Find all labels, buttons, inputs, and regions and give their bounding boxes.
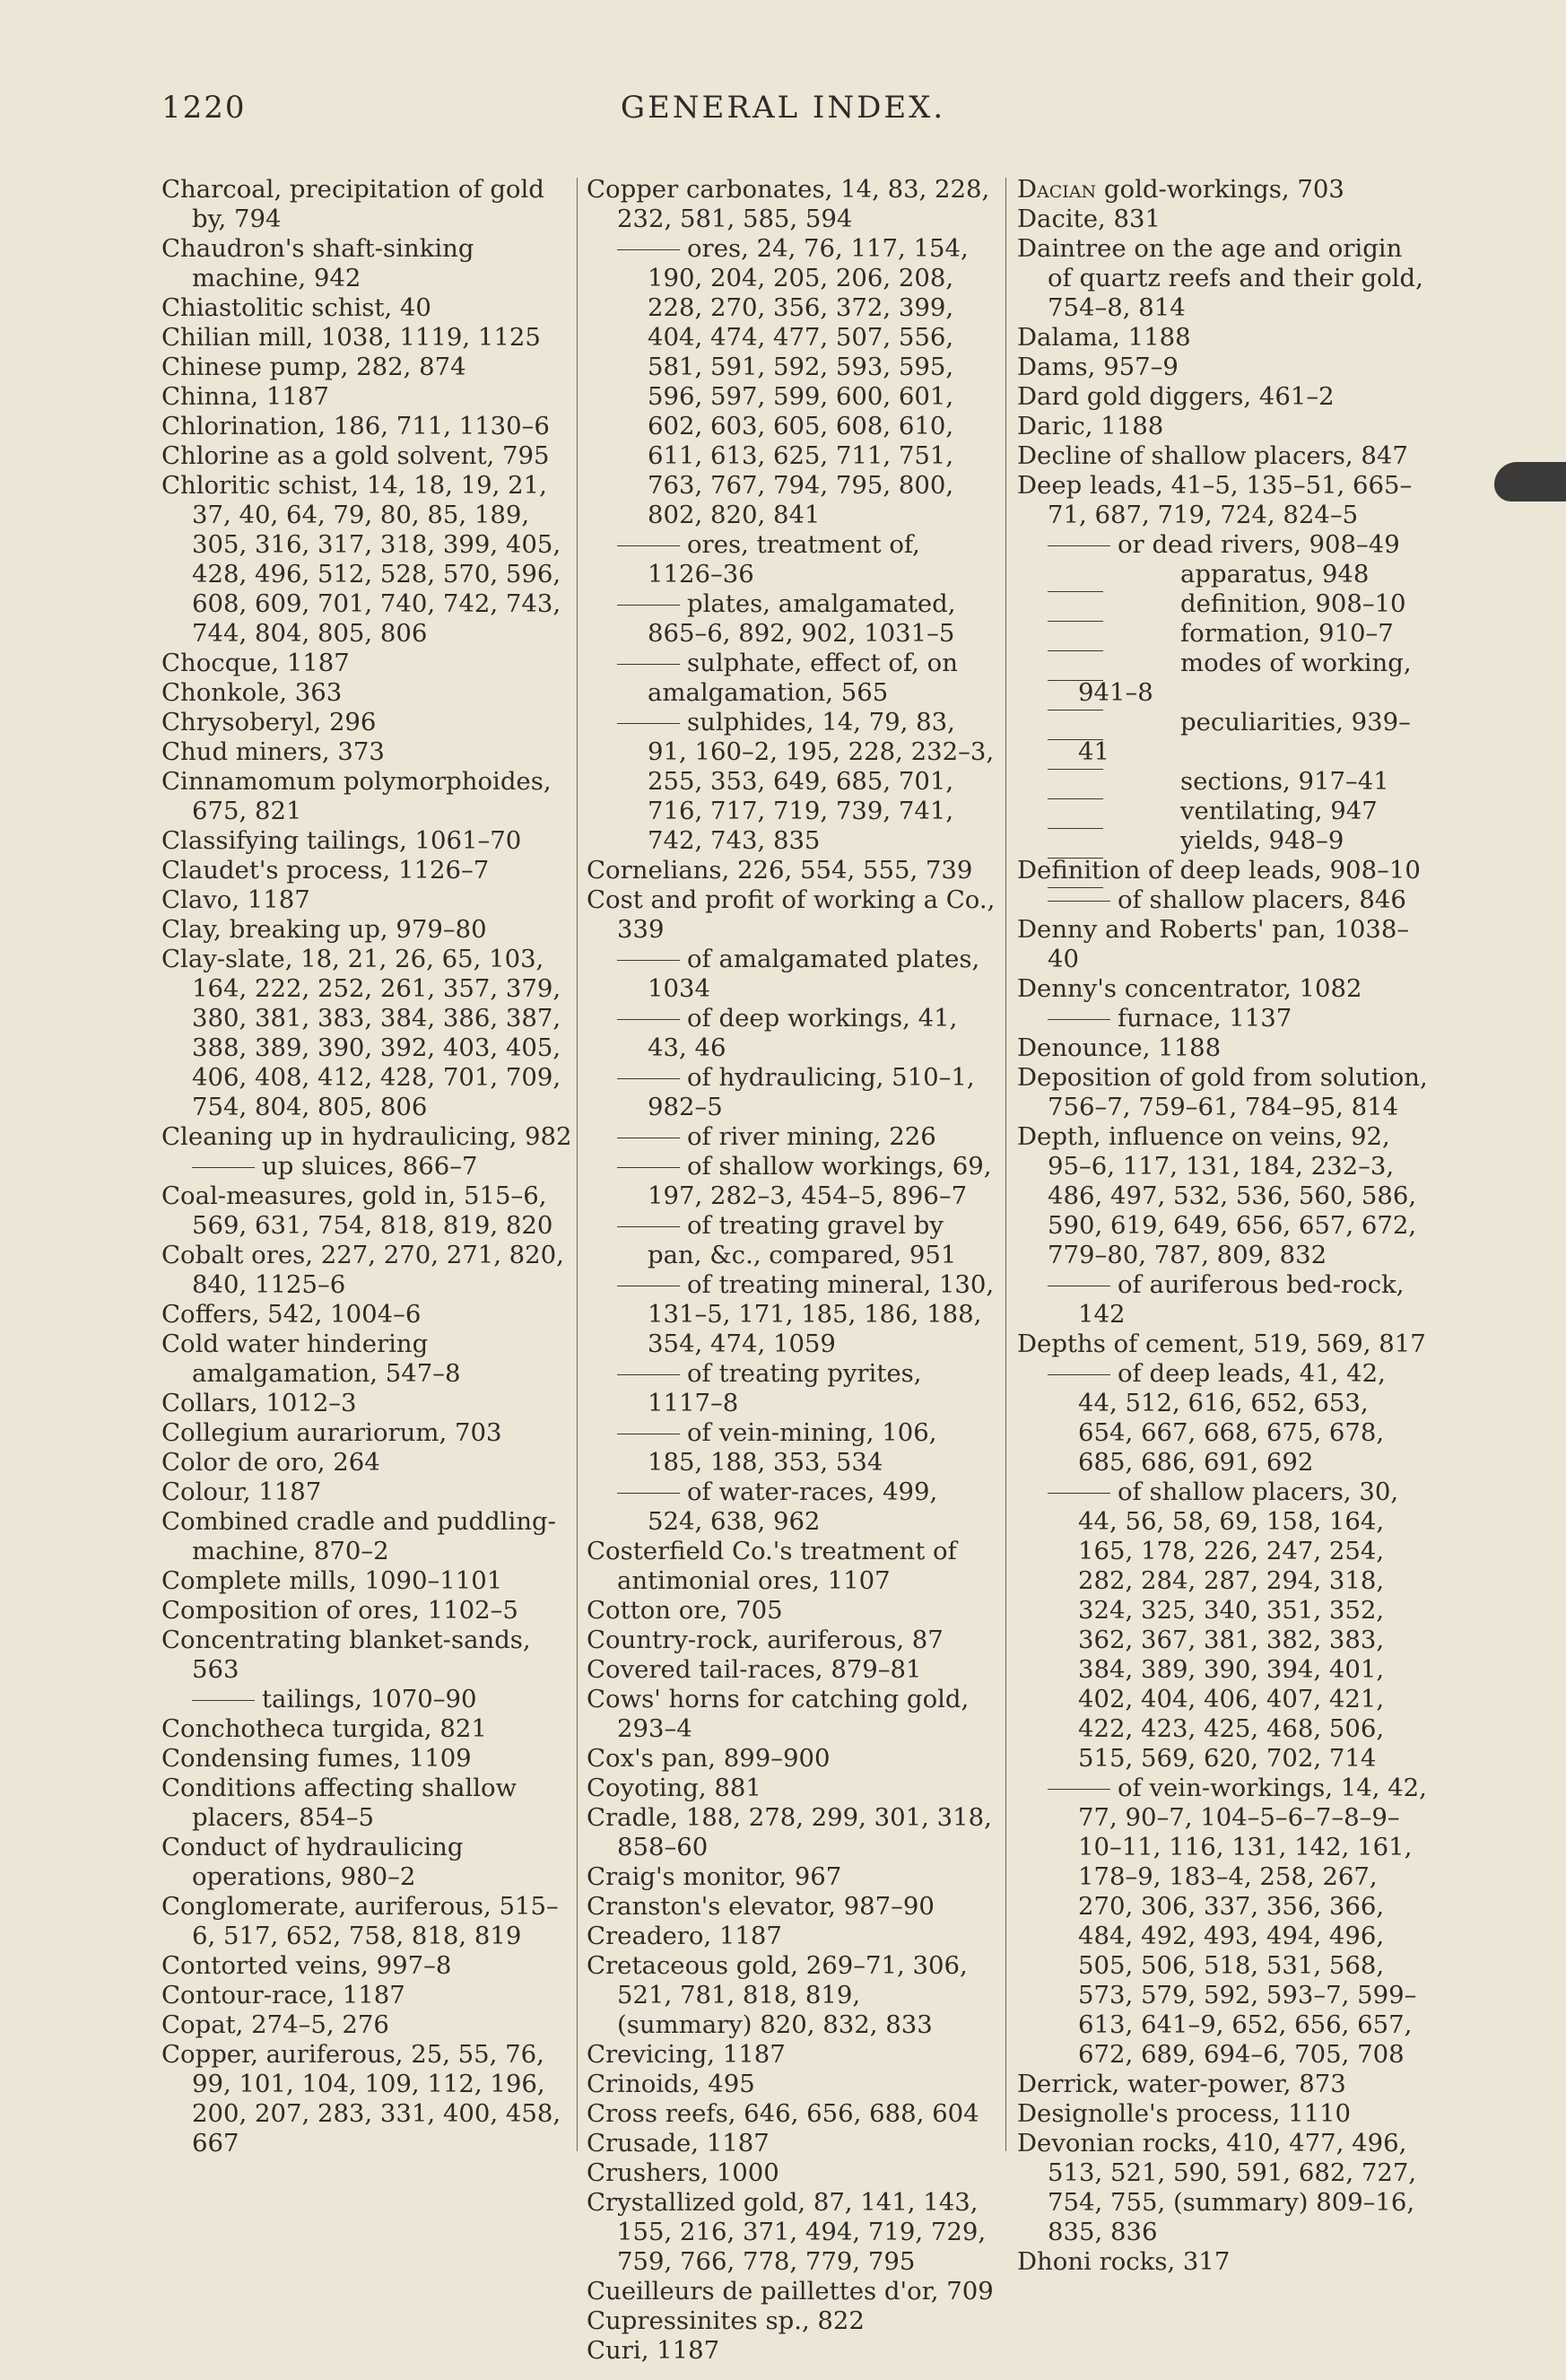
index-entry bbox=[161, 1714, 574, 1744]
index-entry-text: or dead rivers, 908–49 bbox=[1118, 530, 1400, 559]
index-column-2 bbox=[587, 175, 999, 2366]
index-entry-text: Crushers, 1000 bbox=[587, 2158, 779, 2187]
index-entry-text: furnace, 1137 bbox=[1118, 1004, 1292, 1033]
index-entry-text: of shallow placers, 30, 44, 56, 58, 69, 158, 164, 165, 178, 226, 247, 254, 282, 284, 287, 294, 318, 324, 325, 340, 351, 352, 362, 367, 381, 382, 383, 384, 389, 390, 394, 401, 402, 404, 406, 407, 421, 422, 423, 425, 468, 506, 515, 569, 620, 702, 714 bbox=[1078, 1478, 1399, 1773]
index-entry-text: Dard gold diggers, 461–2 bbox=[1017, 382, 1335, 411]
ditto-dash bbox=[617, 1167, 680, 1168]
index-entry bbox=[161, 234, 574, 293]
index-entry bbox=[161, 649, 574, 678]
index-entry-text: Contour-race, 1187 bbox=[161, 1981, 405, 2009]
index-entry-text: ores, 24, 76, 117, 154, 190, 204, 205, 206, 208, 228, 270, 356, 372, 399, 404, 474, 477, 507, 556, 581, 591, 592, 593, 595, 596, 597, 599, 600, 601, 602, 603, 605, 608, 610, 611, 613, 625, 711, 751, 763, 767, 794, 795, 800, 802, 820, 841 bbox=[648, 234, 969, 529]
index-entry bbox=[1017, 441, 1430, 471]
index-entry bbox=[161, 353, 574, 382]
index-entry-text: Cross reefs, 646, 656, 688, 604 bbox=[587, 2099, 979, 2128]
index-entry-text: Copper carbonates, 14, 83, 228, 232, 581, 585, 594 bbox=[587, 175, 990, 233]
index-entry bbox=[161, 1181, 574, 1241]
index-entry-text: Chloritic schist, 14, 18, 19, 21, 37, 40, 64, 79, 80, 85, 189, 305, 316, 317, 318, 399, 405, 428, 496, 512, 528, 570, 596, 608, 609, 701, 740, 742, 743, 744, 804, 805, 806 bbox=[161, 471, 561, 648]
index-entry-text: Chinese pump, 282, 874 bbox=[161, 353, 466, 381]
index-entry bbox=[161, 1833, 574, 1892]
ditto-dash bbox=[617, 723, 680, 724]
index-entry bbox=[1017, 382, 1430, 412]
ditto-dash bbox=[1048, 901, 1110, 902]
index-entry-text: Cobalt ores, 227, 270, 271, 820, 840, 1125–6 bbox=[161, 1241, 564, 1299]
column-rule bbox=[577, 178, 578, 2151]
index-entry-text: of deep leads, 41, 42, 44, 512, 616, 652, 653, 654, 667, 668, 675, 678, 685, 686, 691, 692 bbox=[1078, 1359, 1386, 1477]
index-entry-text: Charcoal, precipitation of gold by, 794 bbox=[161, 175, 544, 233]
index-entry bbox=[161, 1981, 574, 2010]
ditto-dash bbox=[617, 545, 680, 546]
index-entry-text: Collegium aurariorum, 703 bbox=[161, 1418, 502, 1447]
index-entry-text: Chocque, 1187 bbox=[161, 649, 350, 677]
index-entry bbox=[161, 1892, 574, 1951]
ditto-dash bbox=[617, 249, 680, 250]
index-entry-text: Derrick, water-power, 873 bbox=[1017, 2070, 1346, 2098]
ditto-dash bbox=[617, 960, 680, 961]
index-entry-text: Conglomerate, auriferous, 515–6, 517, 652, 758, 818, 819 bbox=[161, 1892, 559, 1950]
page-edge-mark bbox=[1494, 462, 1566, 501]
index-entry-text: Complete mills, 1090–1101 bbox=[161, 1566, 503, 1595]
index-entry bbox=[1017, 974, 1430, 1004]
index-entry bbox=[587, 1951, 999, 2040]
index-entry bbox=[587, 708, 999, 856]
index-entry-text: sulphate, effect of, on amalgamation, 565 bbox=[648, 649, 958, 707]
index-entry-text: Classifying tailings, 1061–70 bbox=[161, 826, 522, 855]
index-entry bbox=[161, 737, 574, 767]
ditto-dash bbox=[192, 1167, 255, 1168]
index-entry bbox=[587, 1922, 999, 1951]
index-entry bbox=[587, 234, 999, 530]
index-entry-text: Condensing fumes, 1109 bbox=[161, 1744, 472, 1773]
index-entry bbox=[1017, 530, 1430, 560]
index-entry-text: Chlorination, 186, 711, 1130–6 bbox=[161, 412, 550, 440]
index-entry-text: Conduct of hydraulicing operations, 980–2 bbox=[161, 1833, 464, 1891]
index-entry-text: Crevicing, 1187 bbox=[587, 2040, 786, 2069]
index-entry-text: Cupressinites sp., 822 bbox=[587, 2306, 865, 2335]
index-entry-text: ores, treatment of, 1126–36 bbox=[648, 530, 920, 588]
index-entry-text: Dams, 957–9 bbox=[1017, 353, 1179, 381]
ditto-dash bbox=[617, 1078, 680, 1079]
index-entry-text: Chiastolitic schist, 40 bbox=[161, 293, 431, 322]
index-entry-text: Curi, 1187 bbox=[587, 2336, 720, 2365]
index-entry bbox=[161, 708, 574, 737]
index-entry bbox=[161, 175, 574, 234]
index-entry bbox=[161, 678, 574, 708]
ditto-dash bbox=[617, 1493, 680, 1494]
index-entry-text: tailings, 1070–90 bbox=[262, 1685, 477, 1713]
ditto-dash bbox=[617, 1226, 680, 1227]
index-entry bbox=[587, 589, 999, 649]
index-entry bbox=[161, 1951, 574, 1981]
index-entry bbox=[587, 1063, 999, 1122]
index-entry-text: apparatus, 948 bbox=[1180, 560, 1370, 588]
index-entry-text: Dacian gold-workings, 703 bbox=[1017, 175, 1344, 204]
index-entry bbox=[587, 856, 999, 885]
index-entry-text: Coyoting, 881 bbox=[587, 1774, 761, 1802]
index-entry-text: Designolle's process, 1110 bbox=[1017, 2099, 1352, 2128]
index-entry-text: Collars, 1012–3 bbox=[161, 1389, 357, 1417]
index-entry bbox=[1017, 885, 1430, 915]
index-entry-text: Definition of deep leads, 908–10 bbox=[1017, 856, 1421, 885]
index-entry-text: of hydraulicing, 510–1, 982–5 bbox=[648, 1063, 975, 1121]
index-entry-text: Dhoni rocks, 317 bbox=[1017, 2247, 1231, 2276]
ditto-dash bbox=[617, 664, 680, 665]
index-entry-text: Crusade, 1187 bbox=[587, 2129, 770, 2158]
page-title: GENERAL INDEX. bbox=[620, 90, 946, 126]
index-entry-text: of treating mineral, 130, 131–5, 171, 185, 186, 188, 354, 474, 1059 bbox=[648, 1270, 995, 1358]
index-entry bbox=[587, 2129, 999, 2158]
index-entry bbox=[1017, 2099, 1430, 2129]
index-entry-text: yields, 948–9 bbox=[1180, 826, 1344, 855]
index-entry bbox=[1017, 856, 1430, 885]
index-entry-text: Dalama, 1188 bbox=[1017, 323, 1191, 352]
page-header bbox=[0, 90, 1566, 144]
index-entry bbox=[587, 530, 999, 589]
index-entry-text: peculiarities, 939–41 bbox=[1078, 708, 1411, 766]
index-entry-text: of auriferous bed-rock, 142 bbox=[1078, 1270, 1405, 1329]
index-entry-text: Conditions affecting shallow placers, 854–5 bbox=[161, 1774, 518, 1832]
index-entry-text: modes of working, 941–8 bbox=[1078, 649, 1412, 707]
index-entry bbox=[587, 2040, 999, 2070]
index-entry-text: of shallow workings, 69, 197, 282–3, 454–5, 896–7 bbox=[648, 1152, 992, 1210]
index-entry-text: Denounce, 1188 bbox=[1017, 1033, 1222, 1062]
index-entry-text: Copper, auriferous, 25, 55, 76, 99, 101, 104, 109, 112, 196, 200, 207, 283, 331, 400, 458, 667 bbox=[161, 2040, 561, 2158]
index-entry-text: sections, 917–41 bbox=[1180, 767, 1389, 796]
index-column-3 bbox=[1017, 175, 1430, 2277]
index-entry bbox=[161, 767, 574, 826]
index-entry bbox=[1017, 619, 1430, 649]
index-entry-text: Crystallized gold, 87, 141, 143, 155, 216, 371, 494, 719, 729, 759, 766, 778, 779, 795 bbox=[587, 2188, 987, 2276]
index-entry-text: Deep leads, 41–5, 135–51, 665–71, 687, 719, 724, 824–5 bbox=[1017, 471, 1413, 529]
index-entry bbox=[587, 1152, 999, 1211]
index-entry-text: Coffers, 542, 1004–6 bbox=[161, 1300, 422, 1329]
index-entry bbox=[587, 1596, 999, 1626]
index-entry bbox=[587, 1626, 999, 1655]
index-entry bbox=[161, 1152, 574, 1181]
ditto-dash bbox=[1048, 1493, 1110, 1494]
index-entry-text: Daintree on the age and origin of quartz reefs and their gold, 754–8, 814 bbox=[1017, 234, 1423, 322]
index-entry bbox=[1017, 649, 1430, 708]
index-entry bbox=[1017, 2247, 1430, 2277]
index-entry bbox=[587, 1418, 999, 1478]
index-entry bbox=[161, 945, 574, 1122]
index-entry bbox=[1017, 2129, 1430, 2247]
index-entry-text: Country-rock, auriferous, 87 bbox=[587, 1626, 944, 1654]
index-entry-text: Concentrating blanket-sands, 563 bbox=[161, 1626, 531, 1684]
index-entry-text: Denny's concentrator, 1082 bbox=[1017, 974, 1362, 1003]
index-entry-text: Costerfield Co.'s treatment of antimonial ores, 1107 bbox=[587, 1537, 957, 1595]
index-entry bbox=[161, 1685, 574, 1714]
index-entry-text: Chinna, 1187 bbox=[161, 382, 329, 411]
index-entry bbox=[161, 1478, 574, 1507]
index-entry bbox=[1017, 1063, 1430, 1122]
index-entry bbox=[161, 826, 574, 856]
index-entry-text: Colour, 1187 bbox=[161, 1478, 322, 1506]
index-entry-text: Clavo, 1187 bbox=[161, 885, 310, 914]
index-entry bbox=[161, 1300, 574, 1329]
index-entry bbox=[161, 2010, 574, 2040]
index-entry-text: Contorted veins, 997–8 bbox=[161, 1951, 452, 1980]
index-entry-text: up sluices, 866–7 bbox=[262, 1152, 478, 1181]
index-entry bbox=[587, 175, 999, 234]
index-entry-text: Cornelians, 226, 554, 555, 739 bbox=[587, 856, 973, 885]
index-entry bbox=[587, 1211, 999, 1270]
index-entry-text: of treating gravel by pan, &c., compared, 951 bbox=[648, 1211, 957, 1269]
index-entry-text: definition, 908–10 bbox=[1180, 589, 1406, 618]
index-entry-text: Devonian rocks, 410, 477, 496, 513, 521, 590, 591, 682, 727, 754, 755, (summary) 809–16, 835, 836 bbox=[1017, 2129, 1417, 2246]
index-entry-text: Deposition of gold from solution, 756–7, 759–61, 784–95, 814 bbox=[1017, 1063, 1428, 1121]
index-entry bbox=[587, 1122, 999, 1152]
index-entry-text: Cueilleurs de paillettes d'or, 709 bbox=[587, 2277, 994, 2306]
index-entry bbox=[587, 2277, 999, 2306]
index-entry bbox=[1017, 915, 1430, 974]
index-entry-text: Clay, breaking up, 979–80 bbox=[161, 915, 487, 944]
index-entry-text: Depth, influence on veins, 92, 95–6, 117, 131, 184, 232–3, 486, 497, 532, 536, 560, 586, 590, 619, 649, 656, 657, 672, 779–80, 787, 809, 832 bbox=[1017, 1122, 1417, 1269]
index-entry-text: Coal-measures, gold in, 515–6, 569, 631, 754, 818, 819, 820 bbox=[161, 1181, 553, 1240]
index-entry bbox=[161, 1448, 574, 1478]
index-entry bbox=[587, 1655, 999, 1685]
index-entry-text: Depths of cement, 519, 569, 817 bbox=[1017, 1329, 1426, 1358]
index-entry bbox=[587, 1803, 999, 1862]
index-entry bbox=[161, 1122, 574, 1152]
index-entry bbox=[161, 1329, 574, 1389]
index-entry-text: Cows' horns for catching gold, 293–4 bbox=[587, 1685, 970, 1743]
index-entry bbox=[587, 1774, 999, 1803]
index-entry-text: Crinoids, 495 bbox=[587, 2070, 755, 2098]
index-entry bbox=[161, 856, 574, 885]
index-entry bbox=[1017, 589, 1430, 619]
index-entry-text: Copat, 274–5, 276 bbox=[161, 2010, 389, 2039]
index-entry-text: Chrysoberyl, 296 bbox=[161, 708, 377, 737]
index-entry-text: Chlorine as a gold solvent, 795 bbox=[161, 441, 550, 470]
index-entry-text: of treating pyrites, 1117–8 bbox=[648, 1359, 922, 1417]
index-entry bbox=[1017, 205, 1430, 234]
index-entry-text: formation, 910–7 bbox=[1180, 619, 1394, 648]
index-entry bbox=[587, 1862, 999, 1892]
index-entry-text: Cradle, 188, 278, 299, 301, 318, 858–60 bbox=[587, 1803, 992, 1861]
index-entry-text: Daric, 1188 bbox=[1017, 412, 1164, 440]
index-entry bbox=[161, 1744, 574, 1774]
index-entry-text: Chud miners, 373 bbox=[161, 737, 385, 766]
index-entry-text: Clay-slate, 18, 21, 26, 65, 103, 164, 222, 252, 261, 357, 379, 380, 381, 383, 384, 386, 387, 388, 389, 390, 392, 403, 405, 406, 408, 412, 428, 701, 709, 754, 804, 805, 806 bbox=[161, 945, 561, 1121]
column-rule bbox=[1005, 178, 1006, 2151]
index-entry bbox=[587, 1270, 999, 1359]
ditto-dash bbox=[192, 1700, 255, 1701]
index-entry bbox=[161, 885, 574, 915]
index-entry bbox=[587, 1478, 999, 1537]
index-entry-text: Chaudron's shaft-sinking machine, 942 bbox=[161, 234, 474, 292]
index-entry-text: Chilian mill, 1038, 1119, 1125 bbox=[161, 323, 541, 352]
index-entry bbox=[587, 2336, 999, 2366]
index-entry bbox=[587, 2158, 999, 2188]
index-entry-text: Color de oro, 264 bbox=[161, 1448, 380, 1477]
index-entry bbox=[587, 2306, 999, 2336]
index-entry-text: Creadero, 1187 bbox=[587, 1922, 782, 1950]
ditto-dash bbox=[1048, 1019, 1110, 1020]
index-entry bbox=[161, 1418, 574, 1448]
page-number: 1220 bbox=[161, 90, 247, 126]
index-entry bbox=[1017, 797, 1430, 826]
index-entry bbox=[587, 2188, 999, 2277]
index-entry bbox=[1017, 1359, 1430, 1478]
index-entry bbox=[1017, 323, 1430, 353]
index-entry-text: of vein-workings, 14, 42, 77, 90–7, 104–5–6–7–8–9–10–11, 116, 131, 142, 161, 178–9, 183–4, 258, 267, 270, 306, 337, 356, 366, 484, 492, 493, 494, 496, 505, 506, 518, 531, 568, 573, 579, 592, 593–7, 599–613, 641–9, 652, 656, 657, 672, 689, 694–6, 705, 708 bbox=[1078, 1774, 1427, 2069]
index-entry-text: Cox's pan, 899–900 bbox=[587, 1744, 831, 1773]
index-entry bbox=[587, 1004, 999, 1063]
index-entry-text: Denny and Roberts' pan, 1038–40 bbox=[1017, 915, 1410, 973]
index-entry bbox=[161, 1241, 574, 1300]
index-entry-text: ventilating, 947 bbox=[1180, 797, 1378, 825]
ditto-dash bbox=[1048, 1374, 1110, 1375]
index-entry bbox=[1017, 2070, 1430, 2099]
index-entry bbox=[1017, 826, 1430, 856]
index-entry-text: of deep workings, 41, 43, 46 bbox=[648, 1004, 958, 1062]
index-entry bbox=[161, 382, 574, 412]
index-entry bbox=[1017, 1033, 1430, 1063]
index-entry bbox=[161, 1566, 574, 1596]
index-entry bbox=[587, 2070, 999, 2099]
index-entry bbox=[161, 293, 574, 323]
index-entry-text: Conchotheca turgida, 821 bbox=[161, 1714, 487, 1743]
index-entry bbox=[1017, 1478, 1430, 1774]
index-entry-text: of river mining, 226 bbox=[687, 1122, 936, 1151]
index-entry bbox=[1017, 234, 1430, 323]
index-entry-text: Covered tail-races, 879–81 bbox=[587, 1655, 922, 1684]
index-entry-text: sulphides, 14, 79, 83, 91, 160–2, 195, 228, 232–3, 255, 353, 649, 685, 701, 716, 717, 719, 739, 741, 742, 743, 835 bbox=[648, 708, 995, 855]
index-entry-text: Decline of shallow placers, 847 bbox=[1017, 441, 1408, 470]
index-entry bbox=[587, 945, 999, 1004]
index-entry bbox=[1017, 767, 1430, 797]
index-entry bbox=[161, 1596, 574, 1626]
index-entry bbox=[161, 412, 574, 441]
ditto-dash bbox=[1048, 545, 1110, 546]
index-entry-text: Cretaceous gold, 269–71, 306, 521, 781, 818, 819, (summary) 820, 832, 833 bbox=[587, 1951, 968, 2039]
index-entry bbox=[1017, 560, 1430, 589]
index-entry bbox=[1017, 708, 1430, 767]
index-entry bbox=[161, 471, 574, 649]
index-entry bbox=[161, 441, 574, 471]
index-entry bbox=[1017, 1004, 1430, 1033]
index-entry bbox=[1017, 1122, 1430, 1270]
index-entry bbox=[161, 1626, 574, 1685]
ditto-dash bbox=[617, 605, 680, 606]
index-entry-text: of shallow placers, 846 bbox=[1118, 885, 1406, 914]
index-entry bbox=[1017, 175, 1430, 205]
index-entry bbox=[587, 1744, 999, 1774]
index-entry bbox=[1017, 471, 1430, 530]
index-entry-text: Composition of ores, 1102–5 bbox=[161, 1596, 518, 1625]
index-entry bbox=[161, 1507, 574, 1566]
index-entry-text: Claudet's process, 1126–7 bbox=[161, 856, 490, 885]
index-entry-text: Combined cradle and puddling-machine, 870–2 bbox=[161, 1507, 556, 1565]
index-entry bbox=[1017, 1329, 1430, 1359]
index-entry-text: Cranston's elevator, 987–90 bbox=[587, 1892, 935, 1921]
index-entry-text: Cleaning up in hydraulicing, 982 bbox=[161, 1122, 572, 1151]
index-entry-text: of vein-mining, 106, 185, 188, 353, 534 bbox=[648, 1418, 937, 1477]
index-entry-text: Cold water hindering amalgamation, 547–8 bbox=[161, 1329, 461, 1388]
index-entry bbox=[587, 885, 999, 945]
index-entry-text: Cost and profit of working a Co., 339 bbox=[587, 885, 996, 944]
index-entry bbox=[161, 2040, 574, 2158]
index-entry bbox=[587, 1537, 999, 1596]
index-entry bbox=[161, 915, 574, 945]
index-entry bbox=[1017, 1270, 1430, 1329]
ditto-dash bbox=[617, 1374, 680, 1375]
index-entry bbox=[1017, 353, 1430, 382]
index-entry-text: of water-races, 499, 524, 638, 962 bbox=[648, 1478, 938, 1536]
index-entry bbox=[587, 2099, 999, 2129]
index-entry bbox=[587, 1685, 999, 1744]
index-entry bbox=[161, 1389, 574, 1418]
index-entry bbox=[161, 1774, 574, 1833]
index-entry bbox=[161, 323, 574, 353]
index-entry bbox=[587, 1892, 999, 1922]
index-entry-text: Chonkole, 363 bbox=[161, 678, 343, 707]
index-entry bbox=[1017, 1774, 1430, 2070]
index-entry-text: of amalgamated plates, 1034 bbox=[648, 945, 980, 1003]
ditto-dash bbox=[617, 1019, 680, 1020]
index-entry bbox=[1017, 412, 1430, 441]
index-entry-text: Cotton ore, 705 bbox=[587, 1596, 783, 1625]
index-entry-text: Dacite, 831 bbox=[1017, 205, 1161, 233]
index-entry-text: plates, amalgamated, 865–6, 892, 902, 1031–5 bbox=[648, 589, 956, 648]
index-entry-text: Craig's monitor, 967 bbox=[587, 1862, 842, 1891]
index-entry-text: Cinnamomum polymorphoides, 675, 821 bbox=[161, 767, 552, 825]
index-entry bbox=[587, 649, 999, 708]
index-entry bbox=[587, 1359, 999, 1418]
ditto-dash bbox=[1048, 1789, 1110, 1790]
index-column-1 bbox=[161, 175, 574, 2158]
